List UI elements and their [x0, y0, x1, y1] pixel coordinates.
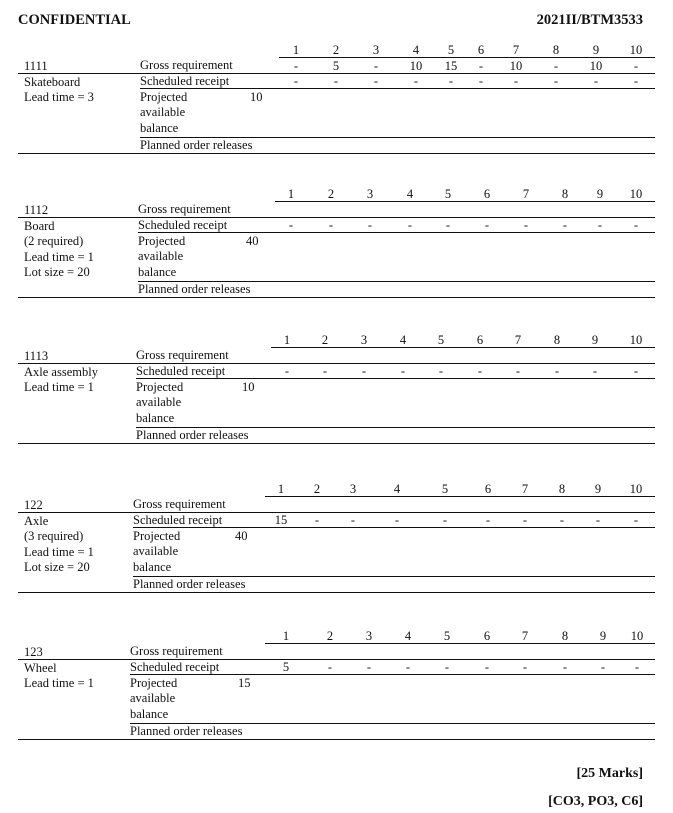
projected-available-balance-label: balance	[138, 264, 177, 279]
item-description-line: (3 required)	[24, 529, 84, 543]
scheduled-receipt-cell: -	[633, 74, 639, 88]
scheduled-receipt-cell: -	[288, 218, 294, 232]
period-number: 8	[561, 629, 569, 643]
confidential-label: CONFIDENTIAL	[18, 12, 131, 28]
gross-requirement-label: Gross requirement	[140, 58, 233, 72]
scheduled-receipt-cell: -	[559, 513, 565, 527]
item-description-line: Lot size = 20	[24, 560, 90, 574]
marks-label: [25 Marks]	[576, 766, 643, 781]
projected-available-balance-label: Projected	[133, 529, 181, 543]
projected-available-balance-label: balance	[140, 120, 179, 135]
scheduled-receipt-cell: -	[293, 74, 299, 88]
period-number: 9	[596, 187, 604, 201]
gross-requirement-cell: -	[553, 59, 559, 73]
item-description-line: Skateboard	[24, 74, 81, 89]
scheduled-receipt-cell: -	[445, 218, 451, 232]
scheduled-receipt-label: Scheduled receipt	[136, 363, 226, 378]
projected-available-balance-label: balance	[130, 706, 169, 721]
item-description-line: Board	[24, 218, 55, 233]
rule-line	[271, 347, 655, 348]
scheduled-receipt-cell: -	[554, 364, 560, 378]
period-number: 6	[476, 333, 484, 347]
period-number: 8	[561, 187, 569, 201]
item-description-line: 1113	[24, 349, 49, 363]
on-hand-balance: 40	[235, 529, 248, 543]
gross-requirement-cell: -	[373, 59, 379, 73]
period-number: 6	[477, 43, 485, 57]
period-number: 4	[393, 482, 401, 496]
scheduled-receipt-cell: -	[400, 364, 406, 378]
item-description-line: 123	[24, 645, 43, 659]
gross-requirement-cell: 10	[409, 59, 423, 73]
period-number: 5	[443, 629, 451, 643]
scheduled-receipt-cell: -	[444, 660, 450, 674]
period-number: 7	[522, 187, 530, 201]
period-number: 1	[292, 43, 300, 57]
period-number: 2	[313, 482, 321, 496]
gross-requirement-cell: -	[478, 59, 484, 73]
projected-available-balance-label: Projected	[138, 234, 186, 248]
projected-available-balance-label: available	[136, 395, 182, 410]
scheduled-receipt-cell: -	[484, 660, 490, 674]
on-hand-balance: 40	[246, 234, 259, 248]
scheduled-receipt-cell: -	[322, 364, 328, 378]
period-number: 6	[483, 187, 491, 201]
rule-line	[265, 496, 655, 497]
rule-line	[18, 297, 655, 298]
scheduled-receipt-cell: -	[328, 218, 334, 232]
projected-available-balance-label: Projected	[130, 676, 178, 690]
projected-available-balance-label: available	[130, 691, 176, 706]
planned-order-releases-label: Planned order releases	[130, 723, 243, 738]
scheduled-receipt-cell: -	[478, 74, 484, 88]
period-number: 3	[349, 482, 357, 496]
scheduled-receipt-cell: -	[522, 513, 528, 527]
scheduled-receipt-cell: -	[413, 74, 419, 88]
period-number: 4	[412, 43, 420, 57]
on-hand-balance: 10	[250, 90, 263, 104]
scheduled-receipt-cell: -	[405, 660, 411, 674]
projected-available-balance-label: available	[138, 249, 184, 264]
item-description-line: 1112	[24, 203, 49, 217]
scheduled-receipt-cell: -	[634, 660, 640, 674]
mrp-section-2	[0, 184, 673, 304]
scheduled-receipt-cell: -	[284, 364, 290, 378]
outcome-codes: [CO3, PO3, C6]	[548, 794, 643, 809]
course-code: 2021II/BTM3533	[536, 12, 643, 28]
scheduled-receipt-cell: -	[314, 513, 320, 527]
scheduled-receipt-cell: -	[523, 218, 529, 232]
projected-available-balance-label: Projected	[136, 380, 184, 394]
scheduled-receipt-cell: -	[562, 660, 568, 674]
item-description-line: (2 required)	[24, 234, 84, 248]
period-number: 4	[406, 187, 414, 201]
scheduled-receipt-cell: 15	[274, 513, 288, 527]
period-number: 10	[630, 629, 644, 643]
period-number: 2	[321, 333, 329, 347]
period-number: 10	[629, 333, 643, 347]
scheduled-receipt-cell: -	[515, 364, 521, 378]
scheduled-receipt-cell: -	[513, 74, 519, 88]
gross-requirement-cell: -	[293, 59, 299, 73]
scheduled-receipt-cell: -	[477, 364, 483, 378]
period-number: 5	[444, 187, 452, 201]
gross-requirement-label: Gross requirement	[133, 497, 226, 511]
scheduled-receipt-cell: -	[633, 364, 639, 378]
scheduled-receipt-cell: -	[333, 74, 339, 88]
period-number: 1	[282, 629, 290, 643]
period-number: 10	[629, 482, 643, 496]
item-description-line: Lead time = 1	[24, 544, 94, 559]
on-hand-balance: 10	[242, 380, 255, 394]
period-number: 2	[327, 187, 335, 201]
period-number: 9	[599, 629, 607, 643]
item-description-line: Lead time = 1	[24, 380, 94, 394]
period-number: 3	[372, 43, 380, 57]
period-number: 7	[521, 482, 529, 496]
item-description-line: Lead time = 1	[24, 676, 94, 690]
period-number: 10	[629, 43, 643, 57]
period-number: 1	[283, 333, 291, 347]
scheduled-receipt-cell: -	[438, 364, 444, 378]
item-description-line: Lead time = 1	[24, 249, 94, 264]
gross-requirement-cell: 5	[332, 59, 340, 73]
projected-available-balance-label: balance	[133, 559, 172, 574]
period-number: 7	[521, 629, 529, 643]
scheduled-receipt-cell: -	[442, 513, 448, 527]
rule-line	[18, 443, 655, 444]
mrp-section-3	[0, 330, 673, 450]
item-description-line: Axle assembly	[24, 364, 98, 379]
scheduled-receipt-cell: -	[485, 513, 491, 527]
projected-available-balance-label: available	[133, 544, 179, 559]
item-description-line: Lead time = 3	[24, 90, 94, 104]
rule-line	[18, 739, 655, 740]
scheduled-receipt-cell: -	[448, 74, 454, 88]
scheduled-receipt-cell: -	[484, 218, 490, 232]
gross-requirement-cell: -	[633, 59, 639, 73]
scheduled-receipt-label: Scheduled receipt	[133, 512, 223, 527]
gross-requirement-label: Gross requirement	[136, 348, 229, 362]
item-description-line: 122	[24, 498, 43, 512]
period-number: 3	[366, 187, 374, 201]
rule-line	[265, 643, 655, 644]
period-number: 5	[441, 482, 449, 496]
scheduled-receipt-cell: -	[366, 660, 372, 674]
period-number: 7	[514, 333, 522, 347]
gross-requirement-label: Gross requirement	[130, 644, 223, 658]
scheduled-receipt-cell: -	[522, 660, 528, 674]
period-number: 2	[332, 43, 340, 57]
period-number: 5	[447, 43, 455, 57]
period-number: 10	[629, 187, 643, 201]
planned-order-releases-label: Planned order releases	[133, 576, 246, 591]
period-number: 9	[591, 333, 599, 347]
scheduled-receipt-cell: -	[597, 218, 603, 232]
item-description-line: Wheel	[24, 660, 57, 675]
period-number: 8	[553, 333, 561, 347]
rule-line	[18, 153, 655, 154]
rule-line	[279, 57, 655, 58]
scheduled-receipt-cell: -	[633, 218, 639, 232]
mrp-section-1	[0, 40, 673, 160]
projected-available-balance-label: available	[140, 105, 186, 120]
scheduled-receipt-cell: -	[562, 218, 568, 232]
projected-available-balance-label: Projected	[140, 90, 188, 104]
period-number: 8	[558, 482, 566, 496]
gross-requirement-cell: 10	[589, 59, 603, 73]
planned-order-releases-label: Planned order releases	[138, 281, 251, 296]
period-number: 8	[552, 43, 560, 57]
scheduled-receipt-cell: -	[600, 660, 606, 674]
scheduled-receipt-cell: -	[361, 364, 367, 378]
scheduled-receipt-label: Scheduled receipt	[140, 73, 230, 88]
scheduled-receipt-cell: -	[327, 660, 333, 674]
scheduled-receipt-label: Scheduled receipt	[130, 659, 220, 674]
scheduled-receipt-cell: -	[593, 74, 599, 88]
planned-order-releases-label: Planned order releases	[140, 137, 253, 152]
mrp-section-5	[0, 626, 673, 746]
period-number: 7	[512, 43, 520, 57]
scheduled-receipt-cell: -	[553, 74, 559, 88]
scheduled-receipt-cell: -	[350, 513, 356, 527]
period-number: 4	[404, 629, 412, 643]
scheduled-receipt-cell: -	[367, 218, 373, 232]
period-number: 3	[365, 629, 373, 643]
on-hand-balance: 15	[238, 676, 251, 690]
gross-requirement-cell: 15	[444, 59, 458, 73]
period-number: 6	[484, 482, 492, 496]
period-number: 1	[287, 187, 295, 201]
gross-requirement-label: Gross requirement	[138, 202, 231, 216]
scheduled-receipt-label: Scheduled receipt	[138, 217, 228, 232]
scheduled-receipt-cell: 5	[282, 660, 290, 674]
scheduled-receipt-cell: -	[592, 364, 598, 378]
item-description-line: Axle	[24, 513, 49, 528]
rule-line	[275, 201, 655, 202]
item-description-line: 1111	[24, 59, 48, 73]
period-number: 9	[592, 43, 600, 57]
period-number: 6	[483, 629, 491, 643]
gross-requirement-cell: 10	[509, 59, 523, 73]
scheduled-receipt-cell: -	[407, 218, 413, 232]
scheduled-receipt-cell: -	[633, 513, 639, 527]
projected-available-balance-label: balance	[136, 410, 175, 425]
period-number: 5	[437, 333, 445, 347]
period-number: 4	[399, 333, 407, 347]
item-description-line: Lot size = 20	[24, 265, 90, 279]
scheduled-receipt-cell: -	[394, 513, 400, 527]
scheduled-receipt-cell: -	[595, 513, 601, 527]
period-number: 3	[360, 333, 368, 347]
period-number: 9	[594, 482, 602, 496]
period-number: 2	[326, 629, 334, 643]
scheduled-receipt-cell: -	[373, 74, 379, 88]
mrp-section-4	[0, 479, 673, 599]
rule-line	[18, 592, 655, 593]
planned-order-releases-label: Planned order releases	[136, 427, 249, 442]
period-number: 1	[277, 482, 285, 496]
